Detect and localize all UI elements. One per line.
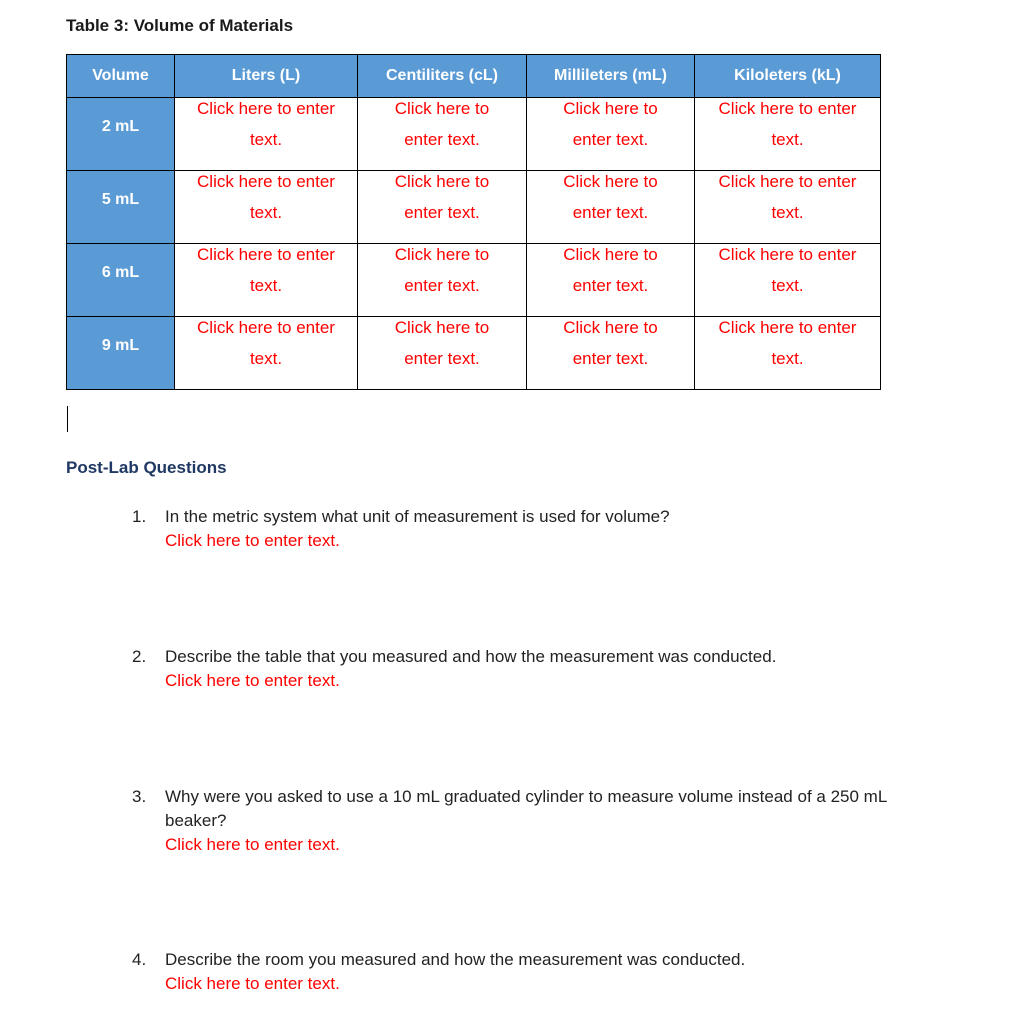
kiloliters-field[interactable] (695, 98, 881, 171)
answer-field-4[interactable]: Click here to enter text. (165, 974, 340, 993)
table-row (67, 98, 881, 171)
volume-label: 5 mL (101, 191, 140, 208)
liters-field[interactable] (175, 317, 358, 390)
text-placeholder[interactable]: Click here to enter text. (197, 245, 335, 295)
volume-cell (67, 98, 175, 171)
liters-field[interactable] (175, 171, 358, 244)
text-placeholder[interactable]: Click here to enter text. (197, 99, 335, 149)
text-placeholder[interactable]: Click here to enter text. (718, 172, 857, 222)
text-placeholder[interactable]: Click here to enter text. (718, 245, 857, 295)
milliliters-field[interactable] (527, 317, 695, 390)
kiloliters-field[interactable] (695, 317, 881, 390)
header-centiliters: Centiliters (cL) (358, 55, 527, 98)
volume-cell (67, 244, 175, 317)
question-number: 2. (132, 647, 147, 666)
kiloliters-field[interactable] (695, 244, 881, 317)
question-2 (132, 645, 932, 693)
liters-field[interactable] (175, 244, 358, 317)
question-4 (132, 948, 932, 996)
table-row (67, 317, 881, 390)
text-placeholder[interactable]: Click here to enter text. (563, 245, 658, 295)
volume-label: 9 mL (101, 337, 140, 354)
text-placeholder[interactable]: Click here to enter text. (394, 172, 490, 222)
header-milliliters: Millileters (mL) (527, 55, 695, 98)
volume-label: 6 mL (101, 264, 140, 281)
text-placeholder[interactable]: Click here to enter text. (394, 99, 490, 149)
text-cursor (67, 406, 68, 432)
kiloliters-field[interactable] (695, 171, 881, 244)
centiliters-field[interactable] (358, 317, 527, 390)
question-number: 4. (132, 950, 147, 969)
text-placeholder[interactable]: Click here to enter text. (394, 245, 490, 295)
centiliters-field[interactable] (358, 98, 527, 171)
question-1 (132, 505, 932, 553)
text-placeholder[interactable]: Click here to enter text. (718, 318, 857, 368)
volume-table (66, 54, 881, 390)
header-liters: Liters (L) (175, 55, 358, 98)
answer-field-1[interactable]: Click here to enter text. (165, 531, 340, 550)
milliliters-field[interactable] (527, 171, 695, 244)
question-number: 1. (132, 507, 147, 526)
volume-cell (67, 171, 175, 244)
text-placeholder[interactable]: Click here to enter text. (563, 99, 658, 149)
question-text: Why were you asked to use a 10 mL graduated cylinder to measure volume instead of a 250 mL beaker? (165, 787, 887, 830)
volume-cell (67, 317, 175, 390)
text-placeholder[interactable]: Click here to enter text. (718, 99, 857, 149)
header-kiloliters: Kiloleters (kL) (695, 55, 881, 98)
liters-field[interactable] (175, 98, 358, 171)
header-volume: Volume (67, 55, 175, 98)
milliliters-field[interactable] (527, 98, 695, 171)
text-placeholder[interactable]: Click here to enter text. (394, 318, 490, 368)
table-row (67, 171, 881, 244)
question-3 (132, 785, 932, 857)
question-text: Describe the table that you measured and how the measurement was conducted. (165, 647, 777, 666)
text-placeholder[interactable]: Click here to enter text. (563, 172, 658, 222)
answer-field-3[interactable]: Click here to enter text. (165, 835, 340, 854)
text-placeholder[interactable]: Click here to enter text. (197, 318, 335, 368)
text-placeholder[interactable]: Click here to enter text. (563, 318, 658, 368)
post-lab-heading: Post-Lab Questions (66, 458, 227, 477)
centiliters-field[interactable] (358, 171, 527, 244)
volume-label: 2 mL (101, 118, 140, 135)
answer-field-2[interactable]: Click here to enter text. (165, 671, 340, 690)
centiliters-field[interactable] (358, 244, 527, 317)
question-text: In the metric system what unit of measurement is used for volume? (165, 507, 670, 526)
question-text: Describe the room you measured and how the measurement was conducted. (165, 950, 746, 969)
table-header-row (67, 55, 881, 98)
table-row (67, 244, 881, 317)
question-number: 3. (132, 787, 147, 806)
table-title: Table 3: Volume of Materials (66, 16, 294, 35)
milliliters-field[interactable] (527, 244, 695, 317)
text-placeholder[interactable]: Click here to enter text. (197, 172, 335, 222)
